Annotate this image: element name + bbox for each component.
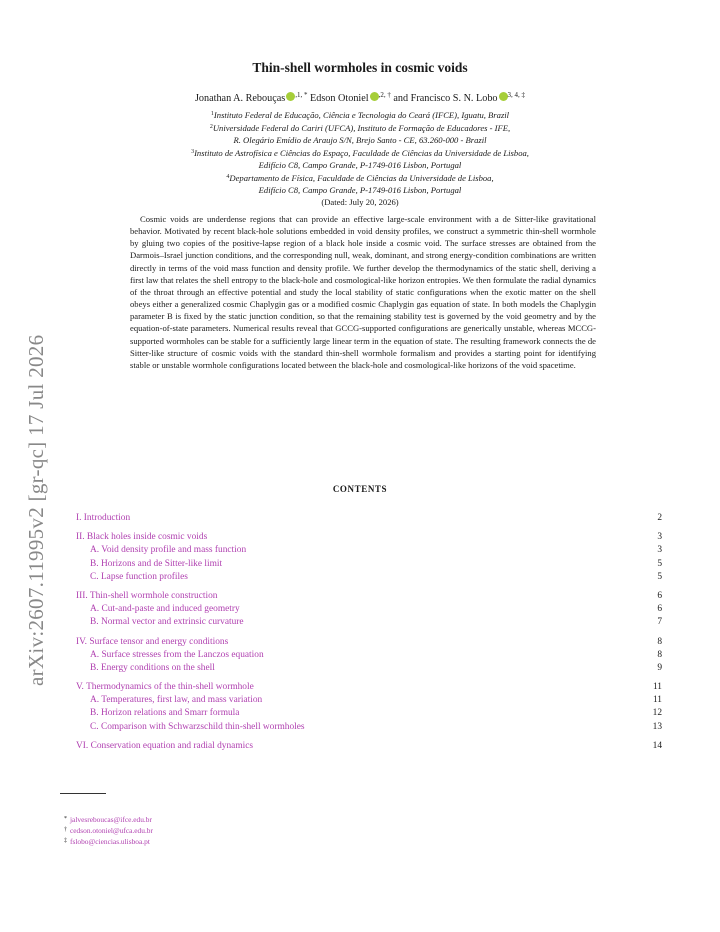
toc-entry[interactable] [76,694,662,707]
arxiv-stamp: arXiv:2607.11995v2 [gr-qc] 17 Jul 2026 [24,334,48,686]
footnote: ‡ fslobo@ciencias.ulisboa.pt [64,837,150,846]
toc-entry[interactable] [76,603,662,616]
footnote-divider [60,793,106,794]
toc-page: 11 [652,695,662,706]
toc-page: 6 [657,590,662,601]
orcid-icon[interactable] [499,92,508,101]
affiliation-line: Edifício C8, Campo Grande, P-1749-016 Lisbon, Portugal [258,185,462,195]
date-line: (Dated: July 20, 2026) [321,197,399,207]
author-name: Edson Otoniel [310,93,369,104]
toc-entry[interactable] [76,512,662,525]
toc-page: 14 [652,740,662,751]
toc-page: 11 [652,682,662,693]
toc-entry[interactable] [76,662,662,675]
toc-page: 13 [652,721,662,732]
toc-entry[interactable] [76,740,662,753]
table-of-contents [76,512,662,753]
toc-entry[interactable] [76,531,662,544]
toc-page: 3 [657,545,662,556]
toc-label[interactable]: II. Black holes inside cosmic voids [76,532,208,543]
toc-page: 7 [657,617,662,628]
toc-label[interactable]: C. Lapse function profiles [90,571,188,582]
author-marks: ,2, † [378,91,391,99]
author-name: Francisco S. N. Lobo [410,93,498,104]
abstract [130,213,596,371]
toc-label[interactable]: VI. Conservation equation and radial dynamics [76,740,254,751]
toc-page: 5 [657,571,662,582]
toc-entry[interactable] [76,616,662,629]
toc-entry[interactable] [76,571,662,584]
toc-label[interactable]: A. Surface stresses from the Lanczos equation [90,649,264,660]
toc-label[interactable]: V. Thermodynamics of the thin-shell wormhole [76,682,254,693]
affiliation-line: Edifício C8, Campo Grande, P-1749-016 Lisbon, Portugal [258,160,462,170]
author-list [0,91,720,104]
paper-title: Thin-shell wormholes in cosmic voids [252,60,468,75]
toc-label[interactable]: A. Cut-and-paste and induced geometry [90,604,240,615]
author-marks: 3, 4, ‡ [507,91,526,99]
email-link[interactable]: cedson.otoniel@ufca.edu.br [70,826,153,835]
toc-entry[interactable] [76,681,662,694]
affiliation-line: R. Olegário Emídio de Araujo S/N, Brejo Santo - CE, 63.260-000 - Brazil [233,135,487,145]
affiliation: $^3$Instituto de Astrofísica e Ciências do Espaço, Faculdade de Ciências da Universidade de Lisboa, [191,148,529,158]
toc-entry[interactable] [76,590,662,603]
toc-page: 12 [652,708,662,719]
toc-entry[interactable] [76,707,662,720]
footnote: * jalvesreboucas@ifce.edu.br [64,815,152,824]
toc-page: 5 [657,558,662,569]
author-name: Jonathan A. Rebouças [194,93,286,104]
toc-entry[interactable] [76,544,662,557]
toc-label[interactable]: III. Thin-shell wormhole construction [76,590,218,601]
abstract-text: Cosmic voids are underdense regions that can provide an effective large-scale environment with a de Sitter-like gravitational behavior. Motivated by recent black-hole solutions embedded in void density profiles, we construct a symmetric thin-shell wormhole by gluing two copies of the positive-lapse region of a black hole inside a cosmic void. The surface stresses are obtained from the Darmois–Israel junction conditions, and the corresponding null, weak, dominant, and strong energy-condition combinations are written directly in terms of the void mass function and density profile. We further develop the thermodynamics of the static shell, deriving a first law that relates the shell entropy to the black-hole and cosmological-like horizon entropies. We then formulate the radial dynamics of the throat through an effective potential and study the local stability of static configurations when the exotic matter on the shell obeys either a generalized cosmic Chaplygin gas or a modified cosmic Chaplygin gas equation of state. In both models the Chaplygin parameter B is fixed by the static junction condition, so that the remaining stability test is governed by the void geometry and by the equation-of-state parameters. Numerical results reveal that GCCG-supported configurations are generically unstable, whereas MCCG-supported wormholes can be stable for a sufficiently large linear term in the equation of state. The resulting framework connects the de Sitter-like structure of cosmic voids with the standard thin-shell wormhole formalism and provides a starting point for identifying stable or unstable wormhole configurations located between the black-hole and cosmological-like horizons of the void spacetime. [130,214,596,370]
toc-label[interactable]: A. Void density profile and mass function [90,545,247,556]
footnote: † cedson.otoniel@ufca.edu.br [64,826,153,835]
email-link[interactable]: jalvesreboucas@ifce.edu.br [70,815,152,824]
toc-page: 8 [657,636,662,647]
affiliation: $^1$Instituto Federal de Educação, Ciência e Tecnologia do Ceará (IFCE), Iguatu, Brazil [210,110,510,120]
toc-entry[interactable] [76,721,662,734]
author-marks: ,1, * [295,91,308,99]
toc-entry[interactable] [76,649,662,662]
toc-page: 6 [657,604,662,615]
orcid-icon[interactable] [370,92,379,101]
toc-label[interactable]: C. Comparison with Schwarzschild thin-shell wormholes [90,721,305,732]
author-separator: and [390,93,411,104]
toc-label[interactable]: B. Energy conditions on the shell [90,662,215,673]
toc-label[interactable]: B. Normal vector and extrinsic curvature [90,617,244,628]
toc-entry[interactable] [76,558,662,571]
toc-entry[interactable] [76,636,662,649]
affiliation: $^4$Departamento de Física, Faculdade de Ciências da Universidade de Lisboa, [226,173,494,183]
toc-label[interactable]: B. Horizon relations and Smarr formula [90,708,240,719]
orcid-icon[interactable] [286,92,295,101]
contents-heading: CONTENTS [332,484,388,494]
toc-label[interactable]: IV. Surface tensor and energy conditions [76,636,229,647]
email-link[interactable]: fslobo@ciencias.ulisboa.pt [70,837,150,846]
toc-label[interactable]: A. Temperatures, first law, and mass variation [90,695,263,706]
affiliations [0,108,720,208]
toc-page: 3 [657,532,662,543]
footnotes [64,814,153,847]
toc-page: 8 [657,649,662,660]
toc-page: 9 [657,662,662,673]
toc-page: 2 [657,513,662,523]
toc-label[interactable]: B. Horizons and de Sitter-like limit [90,558,223,569]
affiliation: $^2$Universidade Federal do Cariri (UFCA), Instituto de Formação de Educadores - IFE, [209,123,511,133]
toc-label[interactable]: I. Introduction [76,513,131,523]
